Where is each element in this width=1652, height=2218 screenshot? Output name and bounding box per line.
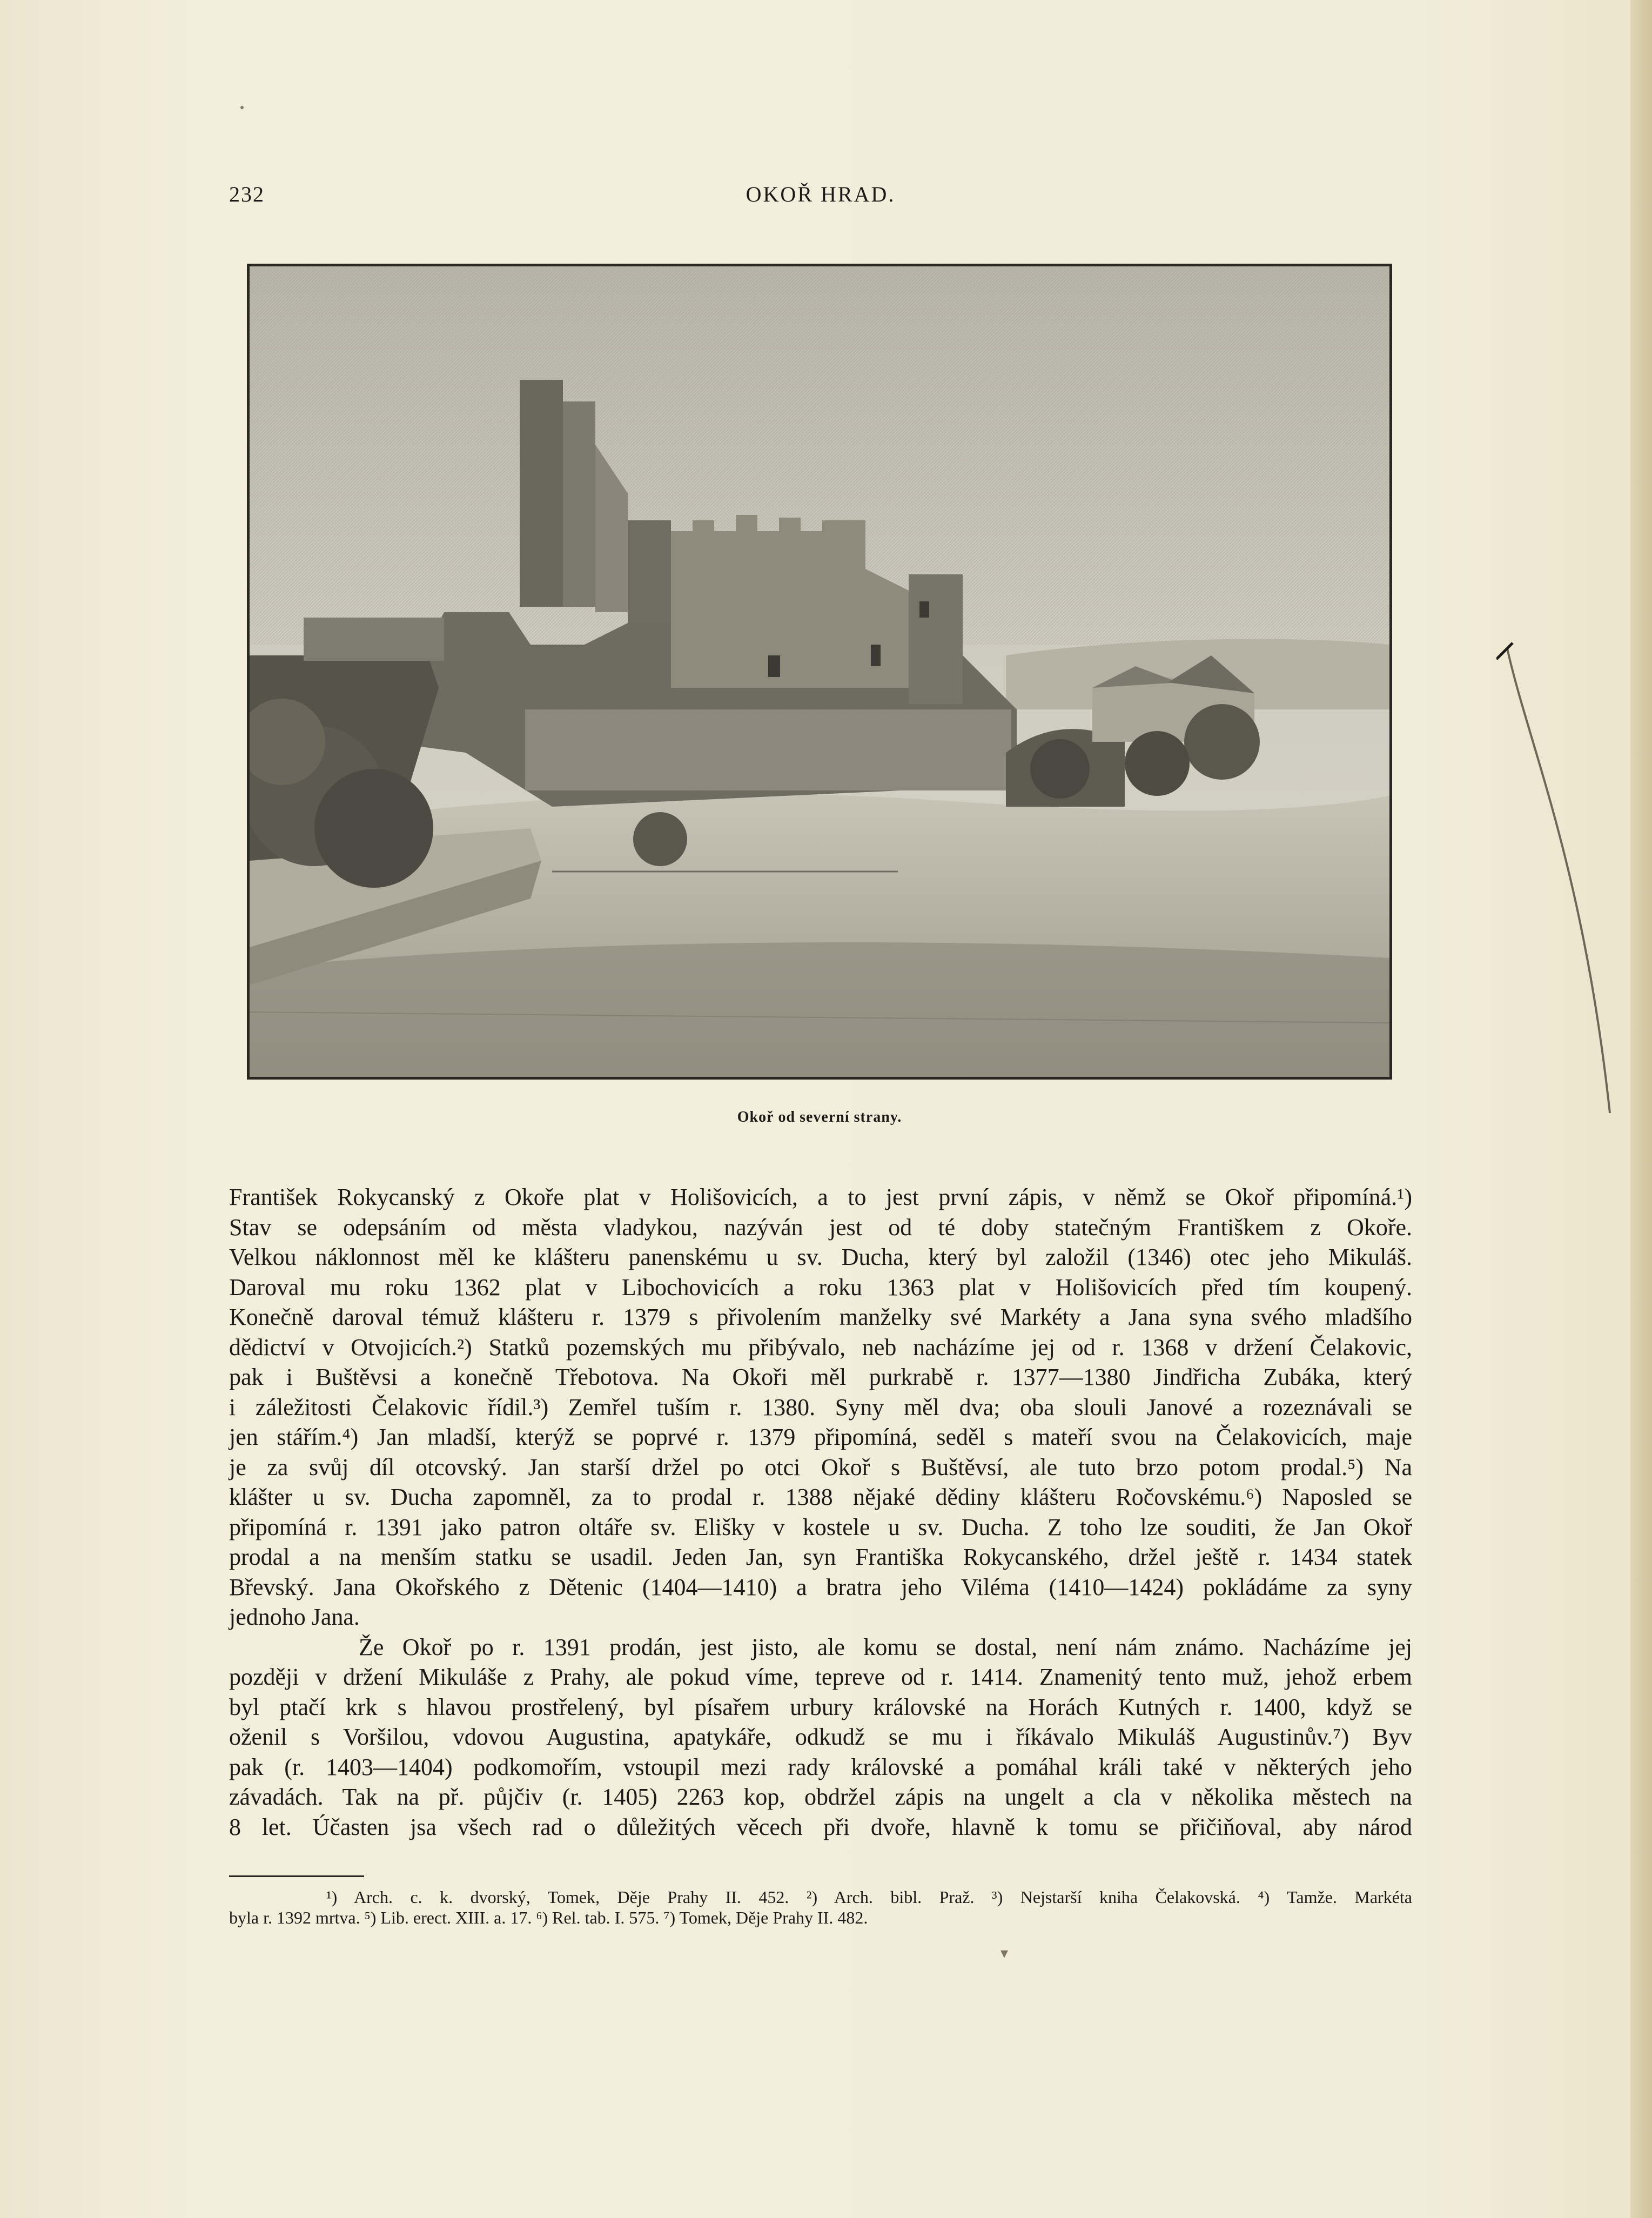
text-line: oženil s Voršilou, vdovou Augustina, apatykáře, odkudž se mu i říkávalo Mikuláš Augustinův.⁷) Byv [229, 1724, 1412, 1750]
text-line: připomíná r. 1391 jako patron oltáře sv. Elišky v kostele u sv. Ducha. Z toho lze souditi, že Jan Okoř [229, 1513, 1412, 1540]
text-line: Že Okoř po r. 1391 prodán, jest jisto, ale komu se dostal, není nám známo. Nacházíme jej [359, 1633, 1412, 1660]
page-number: 232 [229, 182, 265, 206]
text-line: závadách. Tak na př. půjčiv (r. 1405) 2263 kop, obdržel zápis na ungelt a cla v několika městech na [229, 1784, 1412, 1810]
text-line: prodal a na menším statku se usadil. Jeden Jan, syn Františka Rokycanského, držel ještě r. 1434 statek [229, 1544, 1412, 1570]
text-line: Břevský. Jana Okořského z Dětenic (1404—1410) a bratra jeho Viléma (1410—1424) pokládáme za syny [229, 1573, 1412, 1600]
page-header [229, 182, 1412, 219]
page-edge [1630, 0, 1652, 2218]
running-title: OKOŘ HRAD. [746, 182, 896, 206]
castle-ruins-engraving [250, 266, 1389, 1077]
text-line: je za svůj díl otcovský. Jan starší držel po otci Okoř s Buštěvsí, ale tuto brzo potom prodal.⁵) Na [229, 1453, 1412, 1480]
text-line: byl ptačí krk s hlavou prostřelený, byl písařem urbury královské na Horách Kutných r. 1400, když se [229, 1693, 1412, 1720]
text-line: František Rokycanský z Okoře plat v Holišovicích, a to jest první zápis, v němž se Okoř připomíná.¹) [229, 1184, 1412, 1210]
figure-caption: Okoř od severní strany. [737, 1109, 902, 1125]
footnotes [229, 1887, 1412, 1928]
footnote-rule [229, 1875, 364, 1877]
text-line: 8 let. Účasten jsa všech rad o důležitých věcech při dvoře, hlavně k tomu se přičiňoval, aby národ [229, 1813, 1412, 1840]
text-line: Konečně daroval témuž klášteru r. 1379 s přivolením manželky své Markéty a Jana syna svého mladšího [229, 1304, 1412, 1330]
text-line: Stav se odepsáním od města vladykou, nazýván jest od té doby statečným Františkem z Okoře. [229, 1214, 1412, 1241]
text-line: dědictví v Otvojicích.²) Statků pozemských mu přibývalo, neb nacházíme jej od r. 1368 v držení Čelakovic, [229, 1334, 1412, 1361]
text-line: pak (r. 1403—1404) podkomořím, vstoupil mezi rady královské a pomáhal králi také v některých jeho [229, 1753, 1412, 1780]
text-line: pak i Buštěvsi a konečně Třebotova. Na Okoři měl purkrabě r. 1377—1380 Jindřicha Zubáka, který [229, 1364, 1412, 1390]
text-line: jen stářím.⁴) Jan mladší, kterýž se poprvé r. 1379 připomíná, seděl s mateří svou na Čelakovicích, maje [229, 1424, 1412, 1450]
text-line: i záležitosti Čelakovic řídil.³) Zemřel tuším r. 1380. Syny měl dva; oba slouli Janové a rozeznávali se [229, 1393, 1412, 1420]
body-text [229, 1182, 1412, 1842]
text-line: jednoho Jana. [229, 1604, 360, 1630]
footnote-line: byla r. 1392 mrtva. ⁵) Lib. erect. XIII. a. 17. ⁶) Rel. tab. I. 575. ⁷) Tomek, Děje Prahy II. 482. [229, 1908, 868, 1927]
footnote-line: ¹) Arch. c. k. dvorský, Tomek, Děje Prahy II. 452. ²) Arch. bibl. Praž. ³) Nejstarší kniha Čelakovská. ⁴) Tamže. Markéta [326, 1887, 1412, 1907]
engraving-illustration [247, 264, 1392, 1080]
text-line: klášter u sv. Ducha zapomněl, za to prodal r. 1388 nějaké dědiny klášteru Ročovskému.⁶) Naposled se [229, 1484, 1412, 1510]
text-line: Velkou náklonnost měl ke klášteru panenskému u sv. Ducha, který byl založil (1346) otec jeho Mikuláš. [229, 1244, 1412, 1270]
paper-speck [240, 106, 244, 109]
page-curl-shadow [1496, 638, 1621, 1124]
ornament-icon: ▾ [1000, 1945, 1009, 1962]
text-line: Daroval mu roku 1362 plat v Libochovicích a roku 1363 plat v Holišovicích před tím koupený. [229, 1274, 1412, 1301]
text-line: později v držení Mikuláše z Prahy, ale pokud víme, tepreve od r. 1414. Znamenitý tento muž, jehož erbem [229, 1664, 1412, 1690]
